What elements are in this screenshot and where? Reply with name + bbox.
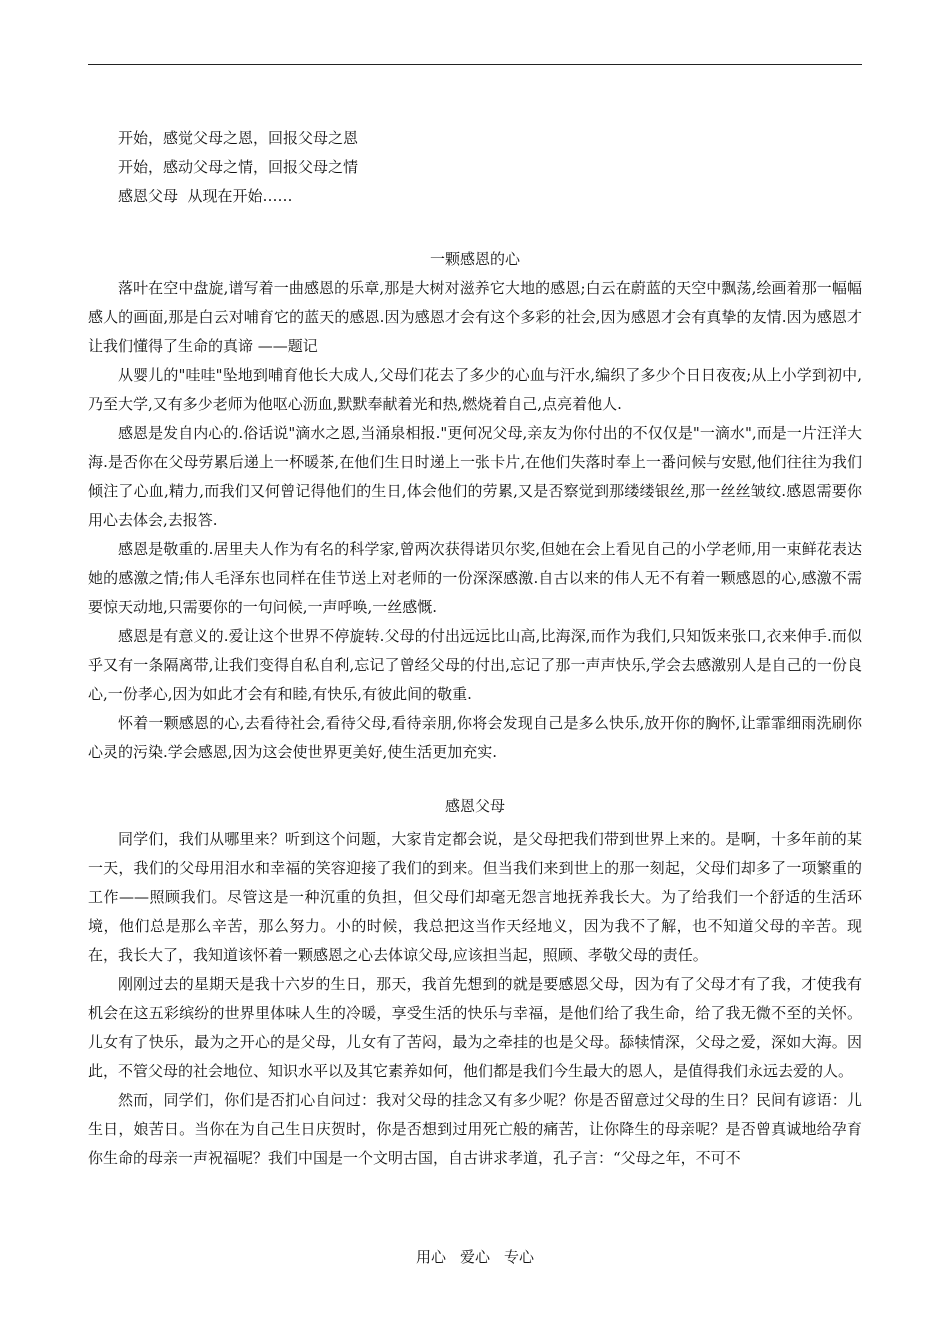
paragraph: 然而，同学们，你们是否扪心自问过：我对父母的挂念又有多少呢？你是否留意过父母的生日？民间有谚语：儿生日，娘苦日。当你在为自己生日庆贺时，你是否想到过用死亡般的痛苦，让你降生的母亲呢？是否曾真诚地给孕育你生命的母亲一声祝福呢？我们中国是一个文明古国，自古讲求孝道，孔子言：“父母之年，不可不 (88, 1091, 862, 1167)
paragraph: 感恩是有意义的.爱让这个世界不停旋转.父母的付出远远比山高,比海深,而作为我们,只知饭来张口,衣来伸手.而似乎又有一条隔离带,让我们变得自私自利,忘记了曾经父母的付出,忘记了那一声声快乐,学会去感激别人是自己的一份良心,一份孝心,因为如此才会有和睦,有快乐,有彼此间的敬重. (88, 627, 862, 703)
footer-item: 专心 (504, 1248, 535, 1266)
paragraph: 感恩是敬重的.居里夫人作为有名的科学家,曾两次获得诺贝尔奖,但她在会上看见自己的小学老师,用一束鲜花表达她的感激之情;伟人毛泽东也同样在佳节送上对老师的一份深深感激.自古以来的伟人无不有着一颗感恩的心,感激不需要惊天动地,只需要你的一句问候,一声呼唤,一丝感慨. (88, 540, 862, 616)
document-body (88, 124, 862, 1173)
spacer (88, 767, 862, 792)
header-rule (88, 64, 862, 65)
spacer (88, 211, 862, 245)
footer-item: 用心 (415, 1248, 446, 1266)
intro-line: 开始，感觉父母之恩，回报父母之恩 (118, 129, 359, 147)
section-title: 感恩父母 (444, 797, 505, 815)
paragraph: 同学们，我们从哪里来？听到这个问题，大家肯定都会说，是父母把我们带到世界上来的。是啊，十多年前的某一天，我们的父母用泪水和幸福的笑容迎接了我们的到来。但当我们来到世上的那一刻起，父母们却多了一项繁重的工作——照顾我们。尽管这是一种沉重的负担，但父母们却毫无怨言地抚养我长大。为了给我们一个舒适的生活环境，他们总是那么辛苦，那么努力。小的时候，我总把这当作天经地义，因为我不了解，也不知道父母的辛苦。现在，我长大了，我知道该怀着一颗感恩之心去体谅父母,应该担当起，照顾、孝敬父母的责任。 (88, 830, 862, 964)
paragraph: 从婴儿的"哇哇"坠地到哺育他长大成人,父母们花去了多少的心血与汗水,编织了多少个日日夜夜;从上小学到初中,乃至大学,又有多少老师为他呕心沥血,默默奉献着光和热,燃烧着自己,点亮着他人. (88, 366, 862, 413)
paragraph: 怀着一颗感恩的心,去看待社会,看待父母,看待亲朋,你将会发现自己是多么快乐,放开你的胸怀,让霏霏细雨洗刷你心灵的污染.学会感恩,因为这会使世界更美好,使生活更加充实. (88, 714, 862, 761)
section-title: 一颗感恩的心 (429, 250, 520, 268)
footer-item: 爱心 (459, 1248, 490, 1266)
intro-line: 开始，感动父母之情，回报父母之情 (118, 158, 359, 176)
paragraph: 感恩是发自内心的.俗话说"滴水之恩,当涌泉相报."更何况父母,亲友为你付出的不仅仅是"一滴水",而是一片汪洋大海.是否你在父母劳累后递上一杯暖茶,在他们生日时递上一张卡片,在他们失落时奉上一番问候与安慰,他们往往为我们倾注了心血,精力,而我们又何曾记得他们的生日,体会他们的劳累,又是否察觉到那缕缕银丝,那一丝丝皱纹.感恩需要你用心去体会,去报答. (88, 424, 862, 529)
intro-line: 感恩父母 从现在开始…… (118, 187, 293, 205)
paragraph: 刚刚过去的星期天是我十六岁的生日，那天，我首先想到的就是要感恩父母，因为有了父母才有了我，才使我有机会在这五彩缤纷的世界里体味人生的冷暖，享受生活的快乐与幸福，是他们给了我生命，给了我无微不至的关怀。儿女有了快乐，最为之开心的是父母，儿女有了苦闷，最为之牵挂的也是父母。舔犊情深，父母之爱，深如大海。因此，不管父母的社会地位、知识水平以及其它素养如何，他们都是我们今生最大的恩人，是值得我们永远去爱的人。 (88, 975, 862, 1080)
page-footer (0, 1246, 950, 1268)
paragraph: 落叶在空中盘旋,谱写着一曲感恩的乐章,那是大树对滋养它大地的感恩;白云在蔚蓝的天空中飘荡,绘画着那一幅幅感人的画面,那是白云对哺育它的蓝天的感恩.因为感恩才会有这个多彩的社会,因为感恩才会有真挚的友情.因为感恩才让我们懂得了生命的真谛 ——题记 (88, 279, 862, 355)
